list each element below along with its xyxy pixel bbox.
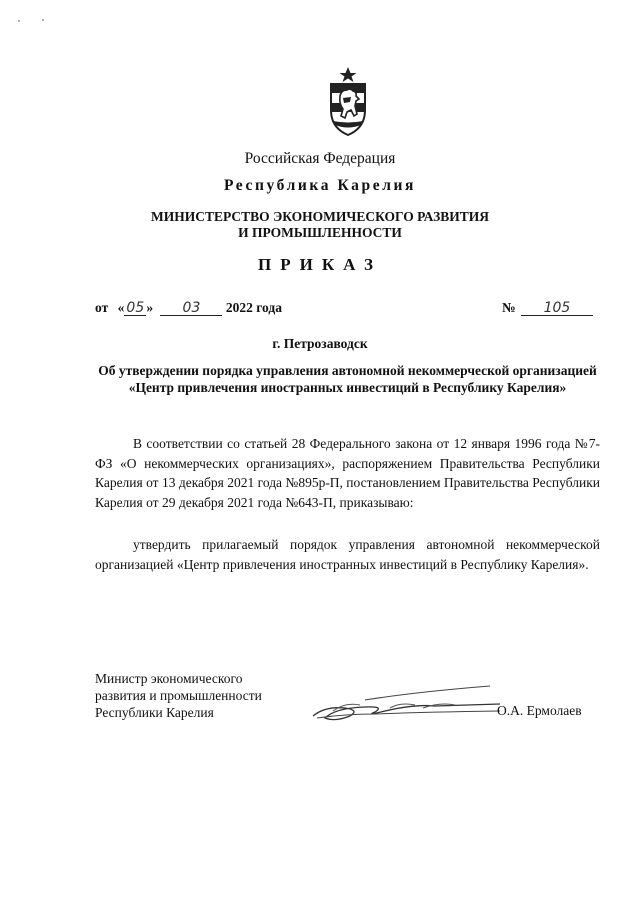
karelia-coat-of-arms-icon: [329, 66, 367, 136]
signatory-position: [95, 670, 262, 721]
position-line-3: Республики Карелия: [95, 705, 214, 720]
date-open-quote: «: [117, 300, 125, 315]
position-line-2: развития и промышленности: [95, 688, 262, 703]
date-year: 2022 года: [225, 300, 282, 315]
date-from-label: от: [95, 300, 109, 315]
city: г. Петрозаводск: [272, 336, 368, 351]
document-type: ПРИКАЗ: [258, 255, 382, 274]
ministry-name: [0, 209, 640, 241]
date-month: 03: [160, 302, 222, 316]
scan-speck: [18, 20, 20, 22]
date-close-quote: »: [146, 300, 154, 315]
order-date: [95, 300, 282, 316]
republic-name: Республика Карелия: [223, 177, 417, 194]
handwritten-signature-icon: [305, 678, 505, 723]
body-paragraph-2: утвердить прилагаемый порядок управления автономной некоммерческой организацией «Центр привлечения иностранных инвестиций в Республику Карелия».: [95, 537, 600, 572]
number-value: 105: [521, 302, 593, 316]
order-subject: Об утверждении порядка управления автономной некоммерческой организацией «Центр привлечения иностранных инвестиций в Республику Карелия»: [98, 363, 597, 395]
scan-speck: [42, 19, 44, 21]
ministry-name-line1: МИНИСТЕРСТВО ЭКОНОМИЧЕСКОГО РАЗВИТИЯ: [151, 209, 489, 224]
country-name: Российская Федерация: [244, 150, 396, 167]
number-label: №: [502, 300, 516, 315]
ministry-name-line2: И ПРОМЫШЛЕННОСТИ: [238, 225, 402, 240]
position-line-1: Министр экономического: [95, 671, 243, 686]
signer-name: О.А. Ермолаев: [497, 703, 582, 718]
body-paragraph-1: В соответствии со статьей 28 Федерального закона от 12 января 1996 года №7-ФЗ «О некоммерческих организациях», распоряжением Правительства Республики Карелия от 13 декабря 2021 года №895р-П, постановлением Правительства Республики Карелия от 29 декабря 2021 года №643-П, приказываю:: [95, 436, 600, 510]
order-number: [502, 300, 593, 316]
date-day: 05: [124, 302, 146, 316]
